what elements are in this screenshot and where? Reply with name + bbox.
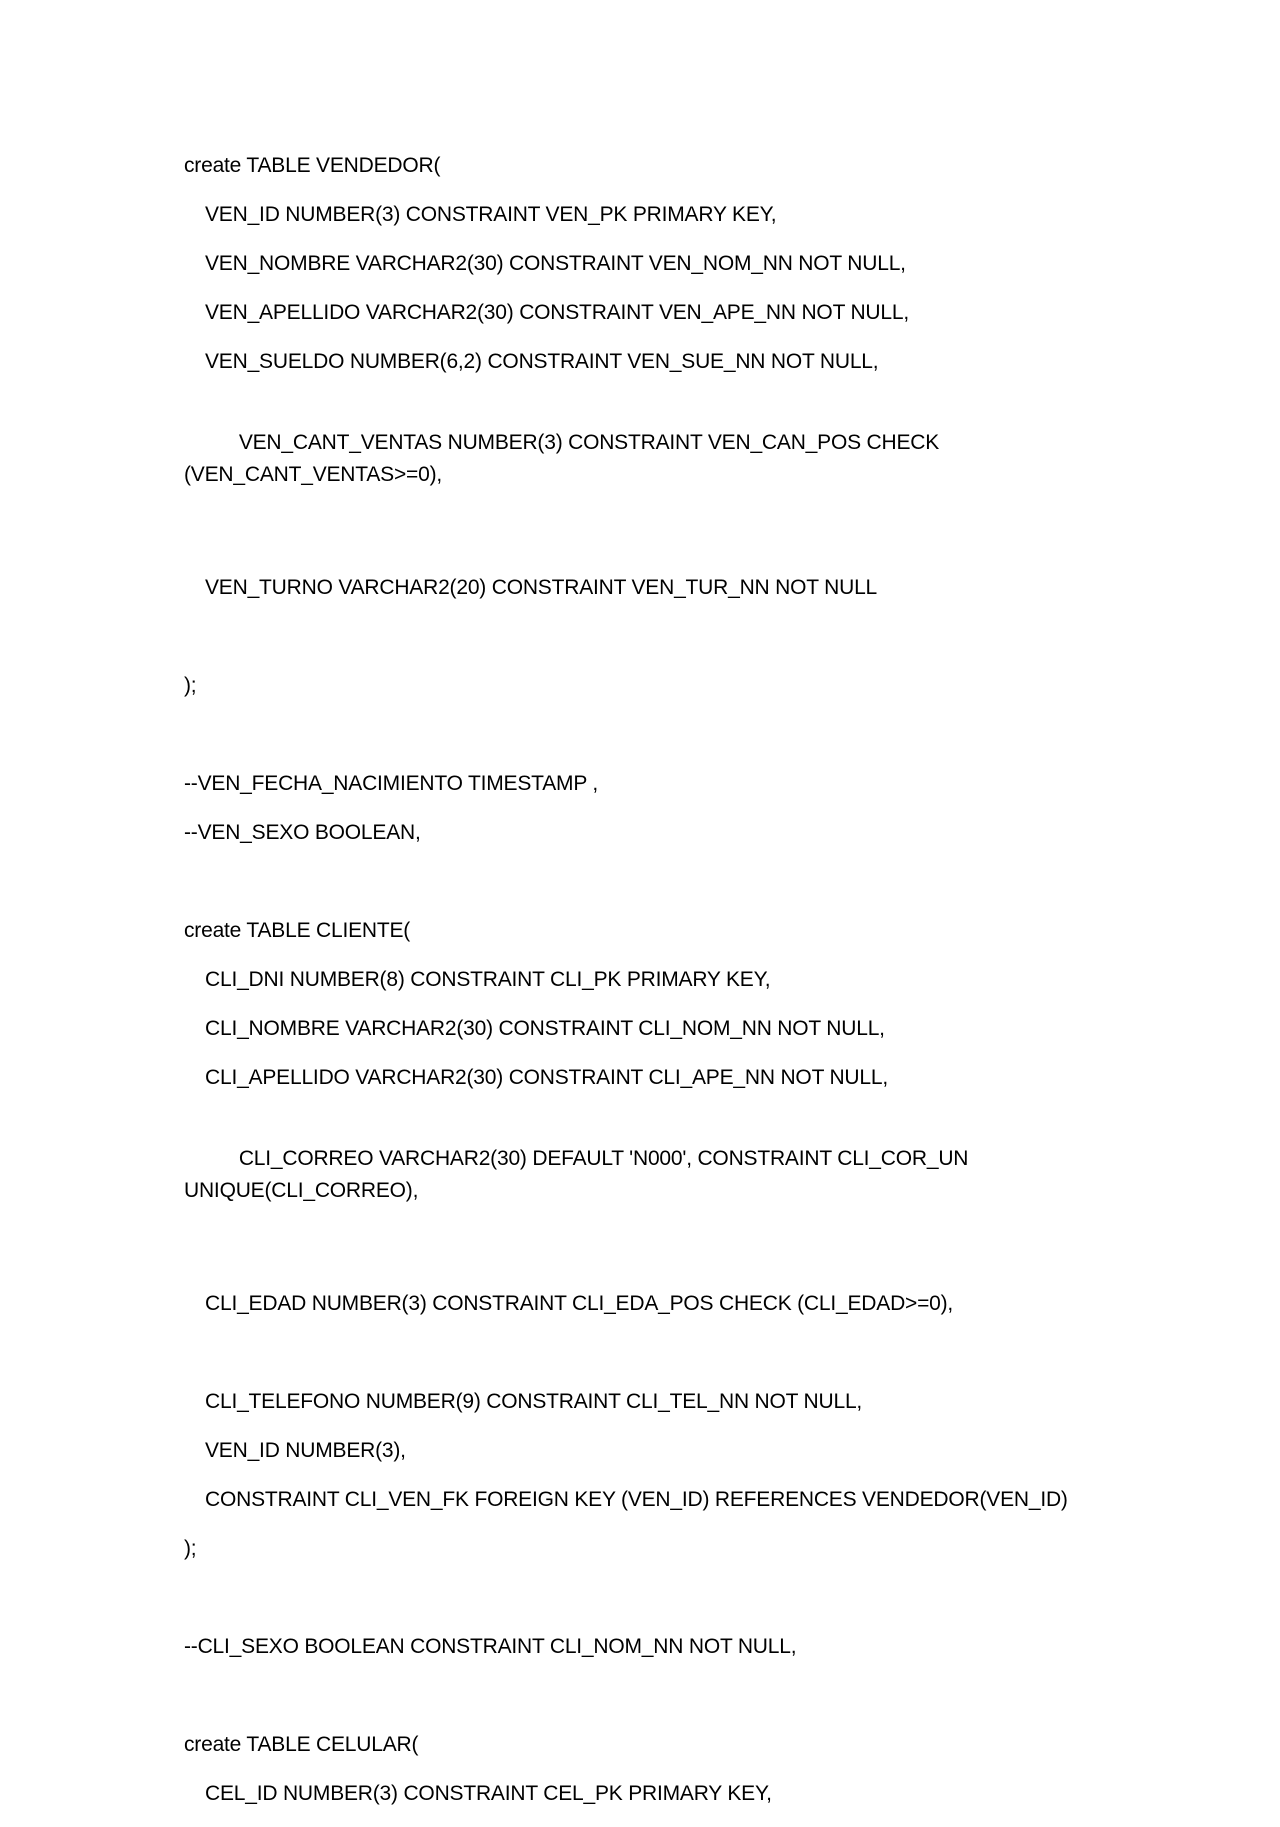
- code-line-create-vendedor: create TABLE VENDEDOR(: [184, 154, 441, 177]
- code-line-close-cliente: );: [184, 1537, 197, 1560]
- code-line-create-celular: create TABLE CELULAR(: [184, 1733, 419, 1756]
- code-line-cli-telefono: CLI_TELEFONO NUMBER(9) CONSTRAINT CLI_TEL_NN NOT NULL,: [205, 1390, 863, 1413]
- code-line-ven-apellido: VEN_APELLIDO VARCHAR2(30) CONSTRAINT VEN_APE_NN NOT NULL,: [205, 301, 909, 324]
- code-line-ven-cant-ventas-part2: (VEN_CANT_VENTAS>=0),: [184, 463, 442, 486]
- blank-line: [184, 1337, 1084, 1386]
- code-line-ven-cant-ventas-part1: VEN_CANT_VENTAS NUMBER(3) CONSTRAINT VEN_CAN_POS CHECK: [238, 431, 940, 454]
- blank-line: [184, 866, 1084, 915]
- code-line-cli-ven-fk: CONSTRAINT CLI_VEN_FK FOREIGN KEY (VEN_ID) REFERENCES VENDEDOR(VEN_ID): [205, 1488, 1068, 1511]
- blank-line: [184, 719, 1084, 768]
- code-line-cli-nombre: CLI_NOMBRE VARCHAR2(30) CONSTRAINT CLI_NOM_NN NOT NULL,: [205, 1017, 885, 1040]
- code-line-cli-ven-id: VEN_ID NUMBER(3),: [205, 1439, 406, 1462]
- comment-line-cli-sexo: --CLI_SEXO BOOLEAN CONSTRAINT CLI_NOM_NN NOT NULL,: [184, 1635, 797, 1658]
- code-line-ven-sueldo: VEN_SUELDO NUMBER(6,2) CONSTRAINT VEN_SUE_NN NOT NULL,: [205, 350, 879, 373]
- blank-line: [184, 1582, 1084, 1631]
- code-line-cel-id: CEL_ID NUMBER(3) CONSTRAINT CEL_PK PRIMARY KEY,: [205, 1782, 772, 1805]
- code-line-close-vendedor: );: [184, 674, 197, 697]
- comment-line-ven-sexo: --VEN_SEXO BOOLEAN,: [184, 821, 421, 844]
- document-body: [184, 150, 1084, 1827]
- code-line-ven-turno: VEN_TURNO VARCHAR2(20) CONSTRAINT VEN_TUR_NN NOT NULL: [205, 576, 878, 599]
- code-line-cli-correo-part1: CLI_CORREO VARCHAR2(30) DEFAULT 'N000', CONSTRAINT CLI_COR_UN: [238, 1147, 969, 1170]
- code-line-cli-dni: CLI_DNI NUMBER(8) CONSTRAINT CLI_PK PRIMARY KEY,: [205, 968, 771, 991]
- comment-line-ven-fecha: --VEN_FECHA_NACIMIENTO TIMESTAMP ,: [184, 772, 599, 795]
- blank-line: [184, 621, 1084, 670]
- blank-line: [184, 1680, 1084, 1729]
- code-line-ven-nombre: VEN_NOMBRE VARCHAR2(30) CONSTRAINT VEN_NOM_NN NOT NULL,: [205, 252, 906, 275]
- code-line-create-cliente: create TABLE CLIENTE(: [184, 919, 411, 942]
- code-line-cli-correo: [184, 1111, 1084, 1271]
- code-line-cli-apellido: CLI_APELLIDO VARCHAR2(30) CONSTRAINT CLI_APE_NN NOT NULL,: [205, 1066, 888, 1089]
- code-line-cli-edad: CLI_EDAD NUMBER(3) CONSTRAINT CLI_EDA_POS CHECK (CLI_EDAD>=0),: [205, 1292, 954, 1315]
- code-line-cli-correo-part2: UNIQUE(CLI_CORREO),: [184, 1179, 419, 1202]
- code-line-ven-id: VEN_ID NUMBER(3) CONSTRAINT VEN_PK PRIMARY KEY,: [205, 203, 777, 226]
- code-line-ven-cant-ventas: [184, 395, 1084, 555]
